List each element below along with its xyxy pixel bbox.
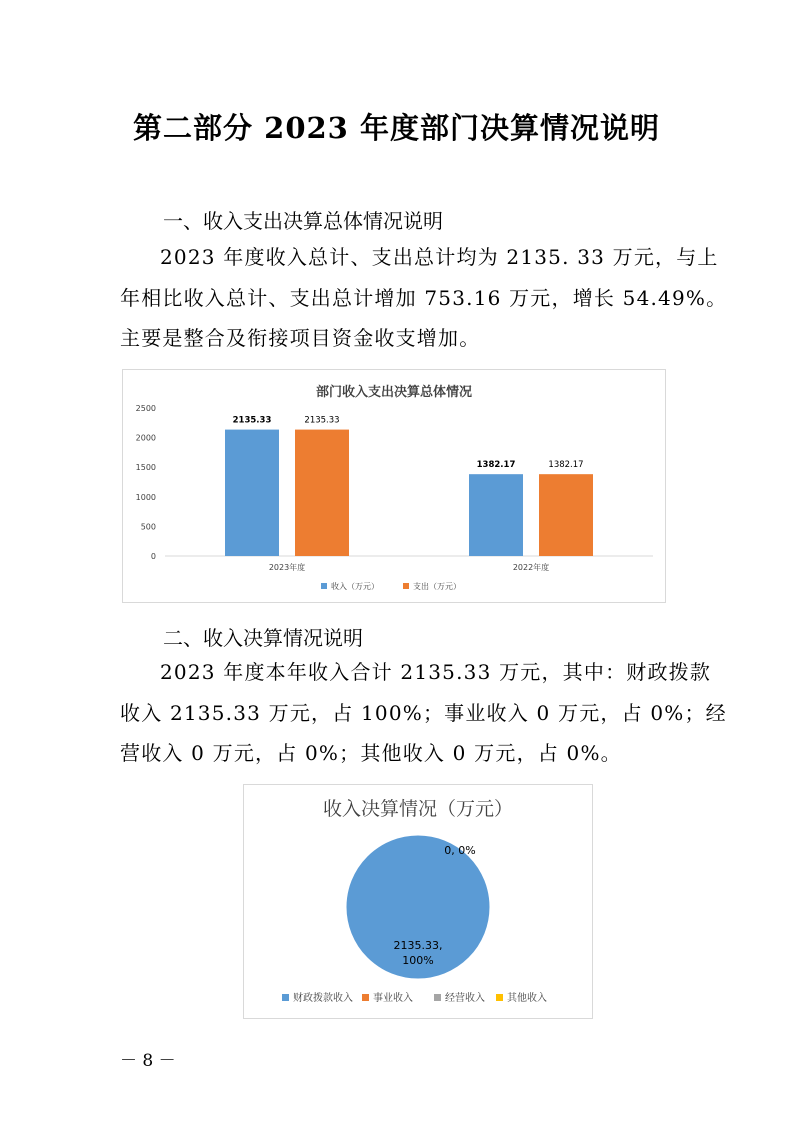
- section2-line-1: 2023 年度本年收入合计 2135.33 万元，其中：财政拨款: [160, 660, 712, 684]
- legend-swatch: [362, 994, 369, 1001]
- legend-swatch: [403, 583, 409, 589]
- section1-line-1: 2023 年度收入总计、支出总计均为 2135. 33 万元，与上: [160, 245, 719, 269]
- y-tick-label: 1500: [135, 463, 156, 473]
- legend-label: 支出（万元）: [413, 582, 461, 591]
- pie-data-label: 0, 0%: [444, 844, 476, 857]
- pie-data-label: 100%: [402, 954, 434, 967]
- legend-label: 事业收入: [373, 993, 413, 1004]
- y-tick-label: 2000: [135, 433, 156, 443]
- bar: [539, 474, 593, 556]
- bar: [225, 430, 279, 556]
- y-tick-label: 0: [150, 552, 156, 561]
- x-tick-label: 2023年度: [268, 563, 306, 572]
- y-tick-label: 500: [140, 522, 156, 532]
- bar: [469, 474, 523, 556]
- section2-line-2: 收入 2135.33 万元，占 100%；事业收入 0 万元，占 0%；经: [120, 700, 727, 725]
- legend-label: 其他收入: [507, 993, 547, 1004]
- pie-chart-plot: [244, 785, 592, 1018]
- y-tick-label: 2500: [135, 404, 156, 413]
- x-tick-label: 2022年度: [512, 563, 550, 572]
- section2-heading: 二、收入决算情况说明: [163, 626, 363, 650]
- section1-line-2: 年相比收入总计、支出总计增加 753.16 万元，增长 54.49%。: [120, 285, 728, 310]
- section1-line-3: 主要是整合及衔接项目资金收支增加。: [120, 326, 481, 350]
- legend-label: 财政拨款收入: [293, 993, 353, 1004]
- legend-swatch: [321, 583, 327, 589]
- legend-label: 收入（万元）: [331, 582, 379, 591]
- legend-swatch: [282, 994, 289, 1001]
- bar-chart-title: 部门收入支出决算总体情况: [315, 385, 472, 400]
- bar-chart-plot: [123, 370, 665, 602]
- section2-paragraph: [120, 652, 727, 774]
- data-label: 1382.17: [548, 460, 584, 471]
- data-label: 2135.33: [304, 415, 340, 426]
- legend-swatch: [434, 994, 441, 1001]
- legend-swatch: [496, 994, 503, 1001]
- legend-label: 经营收入: [445, 993, 485, 1004]
- page-number: － 8 －: [120, 1051, 176, 1071]
- section2-line-3: 营收入 0 万元，占 0%；其他收入 0 万元，占 0%。: [120, 741, 622, 765]
- pie-data-label: 2135.33,: [393, 939, 443, 952]
- data-label: 2135.33: [232, 415, 272, 426]
- data-label: 1382.17: [476, 460, 516, 471]
- bar-chart-box: [122, 369, 666, 603]
- section1-paragraph: [120, 237, 728, 359]
- bar: [295, 430, 349, 556]
- y-tick-label: 1000: [135, 492, 156, 502]
- pie-chart-title: 收入决算情况（万元）: [322, 798, 513, 820]
- section1-heading: 一、收入支出决算总体情况说明: [163, 209, 443, 233]
- page-title: 第二部分 2023 年度部门决算情况说明: [133, 111, 660, 145]
- pie-chart-box: [243, 784, 593, 1019]
